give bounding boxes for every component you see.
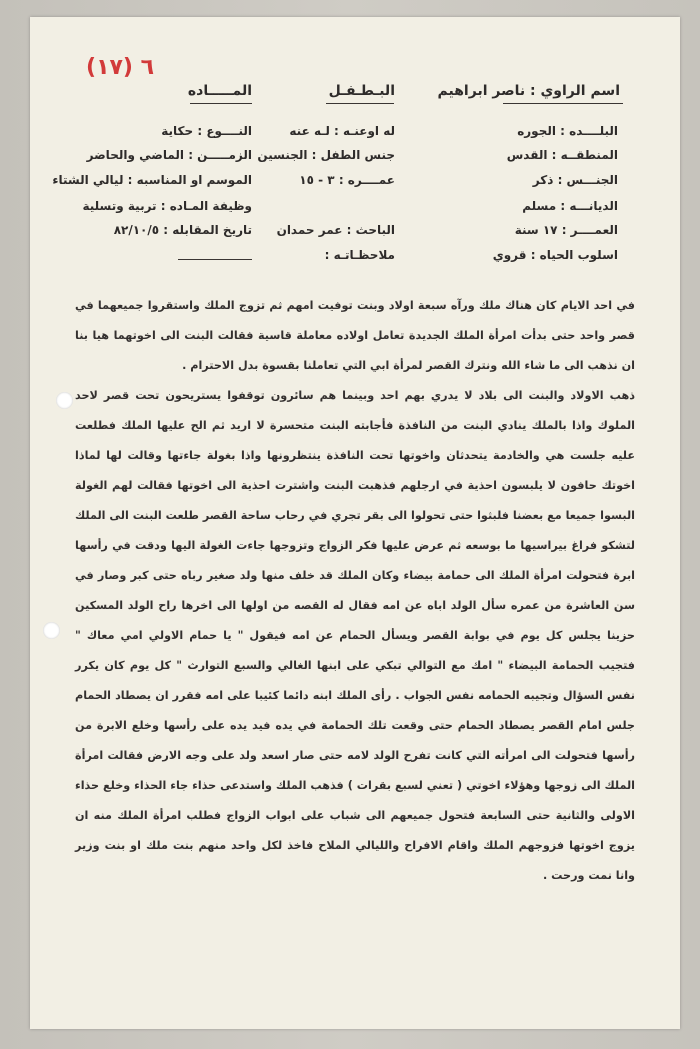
field-value: ٣ - ١٥ (299, 173, 335, 187)
field-function (82, 198, 252, 214)
field-value: القدس (506, 148, 548, 162)
field-label: ملاحظـاتـه : (324, 248, 395, 262)
field-value: قروي (492, 248, 527, 262)
child-section-heading (329, 83, 395, 99)
field-notes (325, 247, 395, 263)
field-value: حكاية (161, 124, 194, 138)
header-underline-right (503, 103, 623, 104)
field-religion (522, 198, 618, 214)
field-genre (161, 123, 252, 139)
field-region (507, 147, 618, 163)
field-label: جنس الطفل : (311, 148, 395, 162)
corner-reference-mark: ٦ (١٧) (86, 55, 155, 80)
field-value: مسلم (522, 199, 557, 213)
field-child-age (299, 172, 395, 188)
field-value: ناصر ابراهيم (437, 83, 526, 99)
field-value: ليالي الشتاء (52, 173, 124, 187)
story-text (75, 291, 635, 891)
field-time (87, 147, 252, 163)
field-label: وظيفة المـاده : (160, 199, 252, 213)
field-value: عمر حمدان (276, 223, 343, 237)
header-underline-left (190, 103, 252, 104)
field-researcher (277, 222, 395, 238)
informant-name (438, 83, 620, 99)
story-paragraph-2: ذهب الاولاد والبنت الى بلاد لا يدري بهم احد وبينما هم سائرون توقفوا يستريحون تحت قصر لاحد الملوك واذا بالملك ينادي البنت من النافذة فأجابته البنت متحسرة لا اريد ثم الح عليها الملك فطلعت عليه جلست هي والخادمة يتحدثان واخوتها تحت النافذة ينتظرونها واذا بغولة جاءتها وقالت لها لماذا اخوتك حافون لا يلبسون احذية في ارجلهم فذهبت البنت واشترت احذية الى اخوتها فقالت لهم الغولة البسوا جميعا مع بعضنا فلبثوا حتى تحولوا الى بقر تجري في رحاب ساحة القصر طلعت البنت الى الملك لتشكو فراغ بيراسيها ما بوسعه ثم عرض عليها فكر الزواج وتزوجها جاءت الغولة اليها ودقت في رأسها ابرة فتحولت امرأة الملك الى حمامة بيضاء وكان الملك قد خلف منها ولد صغير رباه حتى كبر وصار في سن العاشرة من عمره سأل الولد اباه عن امه فقال له القصه من اولها الى اخرها راح الولد المسكين حزينا يجلس كل يوم في بوابة القصر ويسأل الحمام عن امه فيقول " يا حمام الاولي امي معاك " فتجيب الحمامة البيضاء " امك مع التوالي تبكي على ابنها الغالي والسبع التوارث " كل يوم كان يكرر نفس السؤال وتجيبه الحمامه نفس الجواب . رأى الملك ابنه دائما كئيبا على امه فقرر ان يصطاد الحمام جلس امام القصر يصطاد الحمام حتى وقعت تلك الحمامة في يده فيد يده على رأسها وخلع الابرة من رأسها فتحولت الى امرأته التي كانت تفرح الولد لامه حتى صار اسعد ولد على وجه الارض فقالت امرأة الملك الى زوجها وهؤلاء اخوتي ( تعني لسبع بقرات ) فذهب الملك واستدعى حذاء جاء الحذاء وخلع حذاء الاولى والثانية حتى السابعة فتحول جميعهم الى شباب على ابواب الزواج فطلب امرأة الملك منه ان يزوج اخوتها فزوجهم الملك واقام الافراح والليالي الملاح فاخذ لكل واحد منهم بنت ملك او بنت وزير وانا نمت ورحت . (75, 389, 635, 882)
field-label: العمــــر : (561, 223, 618, 237)
field-value: ذكر (532, 173, 554, 187)
field-value: الجوره (517, 124, 556, 138)
field-interview-date (114, 222, 252, 238)
story-paragraph-1: في احد الايام كان هناك ملك ورآه سبعة اولاد وبنت توفيت امهم ثم تزوج الملك واستقروا جميعهما في قصر واحد حتى بدأت امرأة الملك الجديدة تعامل اولاده معاملة قاسية فقالت البنت الى اخوتهما هيا بنا ان نذهب الى ما شاء الله ونترك القصر لمرأة ابي التي تعاملنا بقسوة بدل الاحترام . (75, 299, 635, 372)
field-label: المـــــاده (187, 83, 252, 99)
field-season (52, 172, 252, 188)
field-label: له اوعنـه : (334, 124, 395, 138)
field-label: الديانـــه : (560, 199, 618, 213)
field-label: النــــوع : (197, 124, 252, 138)
field-label: الموسم او المناسبه : (127, 173, 252, 187)
field-value: تربية وتسلية (82, 199, 157, 213)
header-underline-middle (326, 103, 394, 104)
field-label: عمــــره : (338, 173, 395, 187)
date-underline (178, 259, 252, 260)
field-child-sex (257, 147, 395, 163)
field-label: المنطقــه : (551, 148, 618, 162)
field-value: البـطـفـل (328, 83, 395, 99)
field-value: الماضي والحاضر (86, 148, 185, 162)
punch-hole-top (56, 392, 73, 409)
field-value: الجنسين (257, 148, 308, 162)
field-label: الباحث : (346, 223, 395, 237)
field-label: تاريخ المقابله : (163, 223, 252, 237)
material-section-heading (188, 83, 252, 99)
field-label: الجنـــس : (557, 173, 618, 187)
field-label: الزمـــــن : (188, 148, 252, 162)
field-town (517, 123, 618, 139)
field-lifestyle (493, 247, 618, 263)
field-age (515, 222, 618, 238)
field-label: اسم الراوي : (530, 83, 620, 99)
field-addressed-to (289, 123, 395, 139)
field-label: اسلوب الحياه : (530, 248, 618, 262)
field-sex (533, 172, 618, 188)
field-value: ٨٢/١٠/٥ (113, 223, 160, 237)
punch-hole-bottom (43, 622, 60, 639)
field-value: لـه عنه (289, 124, 330, 138)
field-value: ١٧ سنة (514, 223, 558, 237)
field-label: البلــــده : (560, 124, 618, 138)
